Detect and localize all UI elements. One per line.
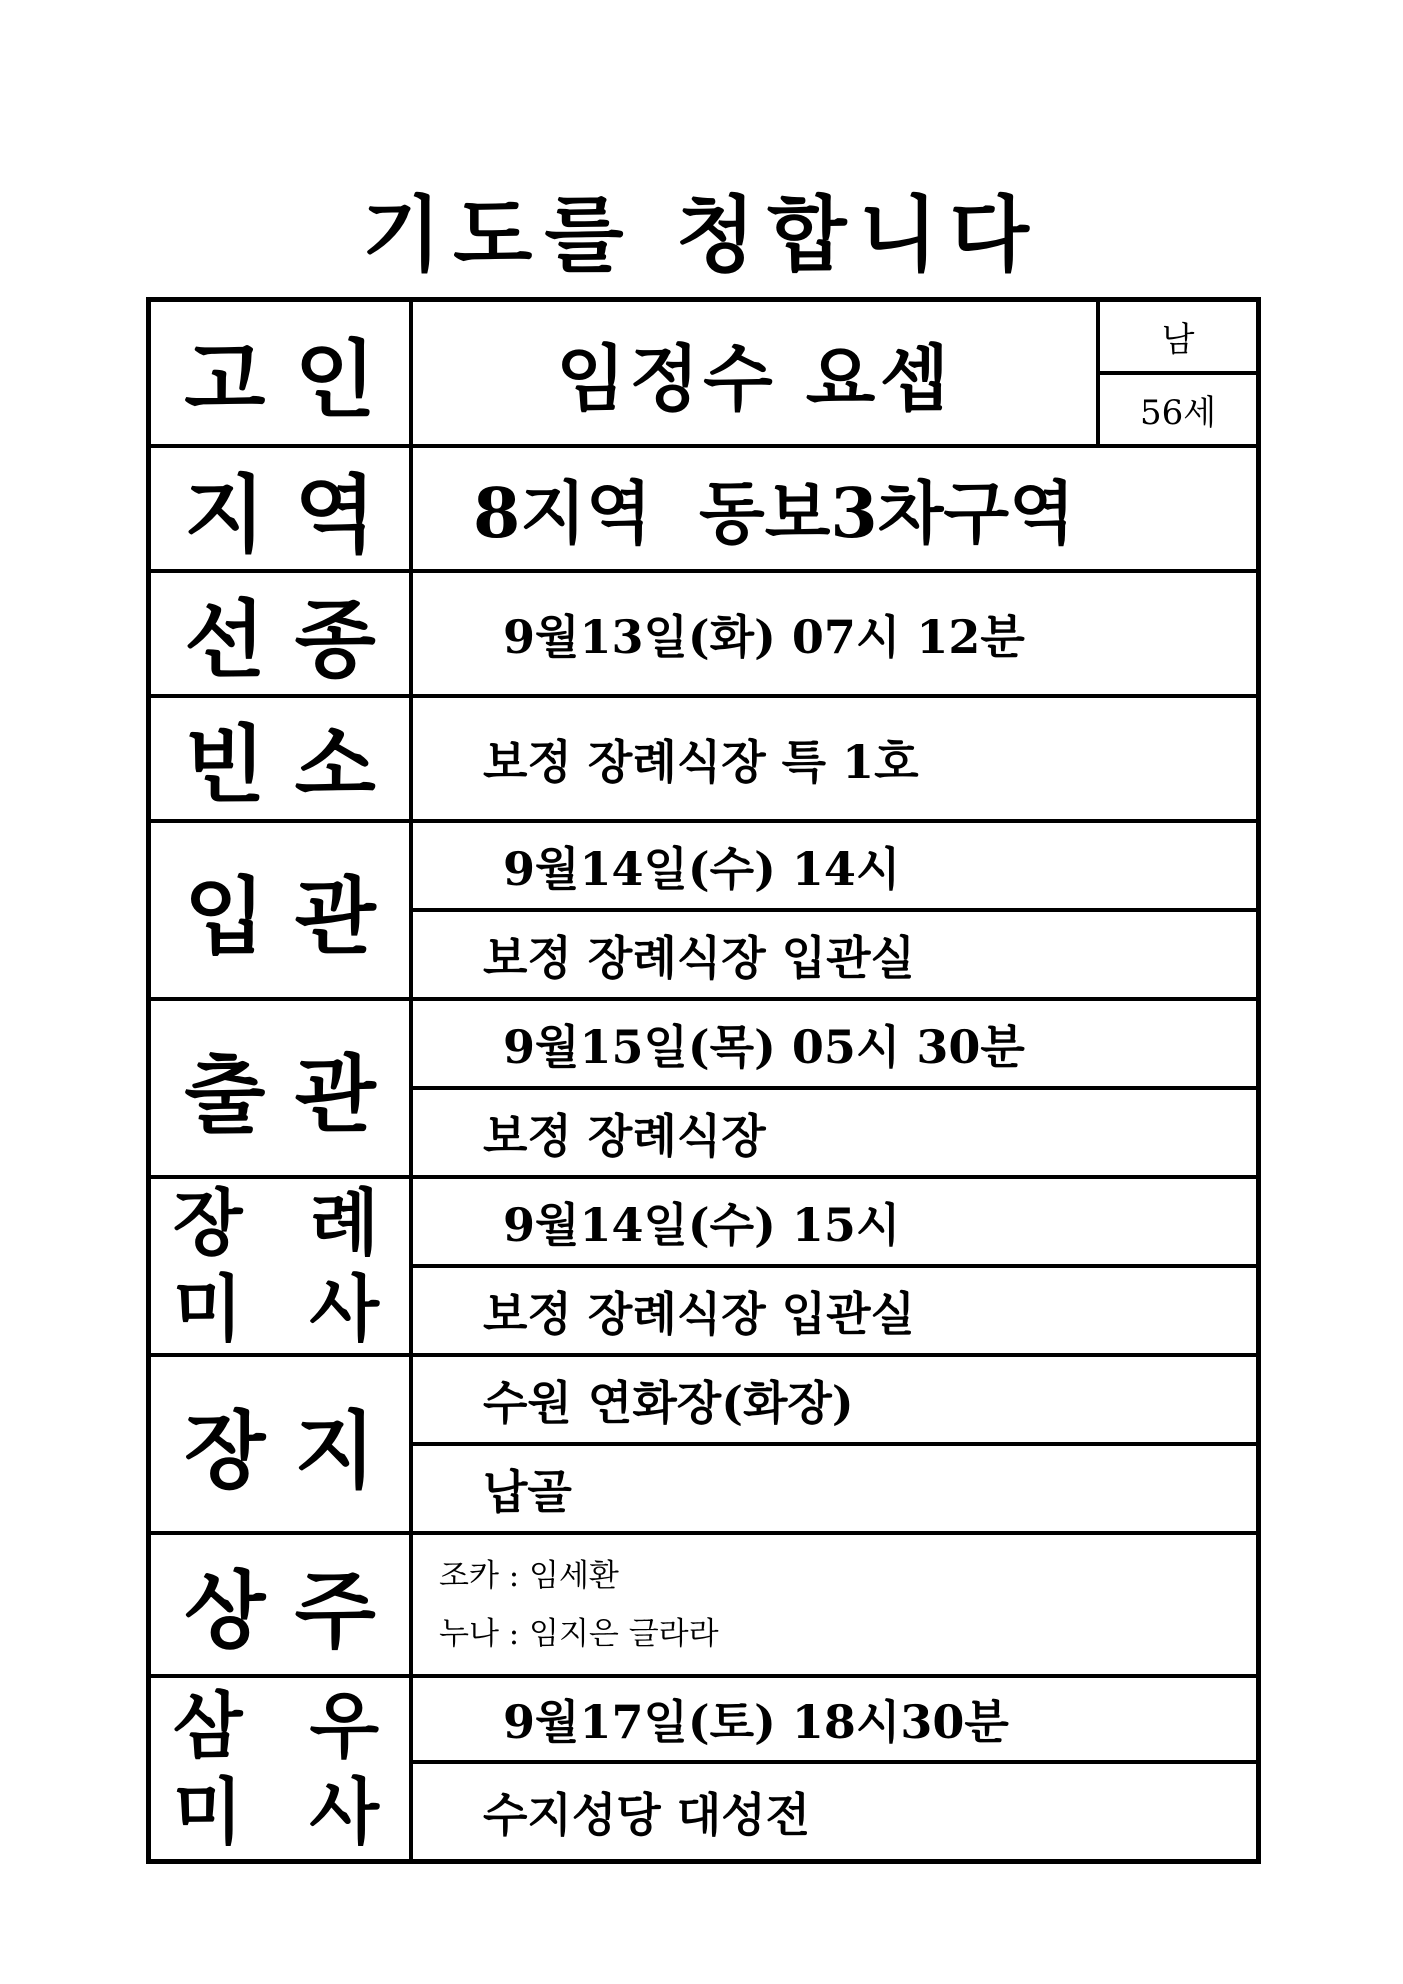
departure-time: 9월15일(목) 05시 30분 [411,999,1258,1088]
encoffinment-place: 보정 장례식장 입관실 [411,910,1258,999]
mortuary-label: 빈 소 [149,696,411,821]
burial-place-1: 수원 연화장(화장) [411,1355,1258,1444]
deceased-age: 56세 [1098,373,1258,446]
deceased-label: 고 인 [149,300,411,446]
departure-place: 보정 장례식장 [411,1088,1258,1177]
chief-mourner-label: 상 주 [149,1533,411,1676]
chief-mourner-line-1: 조카 : 임세환 [439,1557,619,1594]
deceased-name: 임정수 요셉 [411,300,1098,446]
third-day-mass-label-top: 삼 우 [173,1682,379,1768]
encoffinment-time: 9월14일(수) 14시 [411,821,1258,910]
funeral-mass-place: 보정 장례식장 입관실 [411,1266,1258,1355]
death-value: 9월13일(화) 07시 12분 [411,571,1258,696]
region-value: 8지역 동보3차구역 [411,446,1258,571]
funeral-notice-table [146,297,1261,1864]
deceased-gender: 남 [1098,300,1258,373]
third-day-mass-label [149,1676,411,1861]
funeral-mass-time: 9월14일(수) 15시 [411,1177,1258,1266]
departure-label: 출 관 [149,999,411,1177]
burial-place-2: 납골 [411,1444,1258,1533]
chief-mourner-list [411,1533,1258,1676]
funeral-mass-label [149,1177,411,1355]
mortuary-value: 보정 장례식장 특 1호 [411,696,1258,821]
third-day-mass-time: 9월17일(토) 18시30분 [411,1676,1258,1762]
encoffinment-label: 입 관 [149,821,411,999]
death-label: 선 종 [149,571,411,696]
funeral-mass-label-bottom: 미 사 [173,1266,379,1351]
funeral-mass-label-top: 장 례 [173,1180,379,1265]
page-title: 기도를 청합니다 [361,187,1042,283]
third-day-mass-place: 수지성당 대성전 [411,1762,1258,1861]
burial-label: 장 지 [149,1355,411,1533]
third-day-mass-label-bottom: 미 사 [173,1768,379,1854]
region-label: 지 역 [149,446,411,571]
chief-mourner-line-2: 누나 : 임지은 글라라 [439,1615,719,1652]
